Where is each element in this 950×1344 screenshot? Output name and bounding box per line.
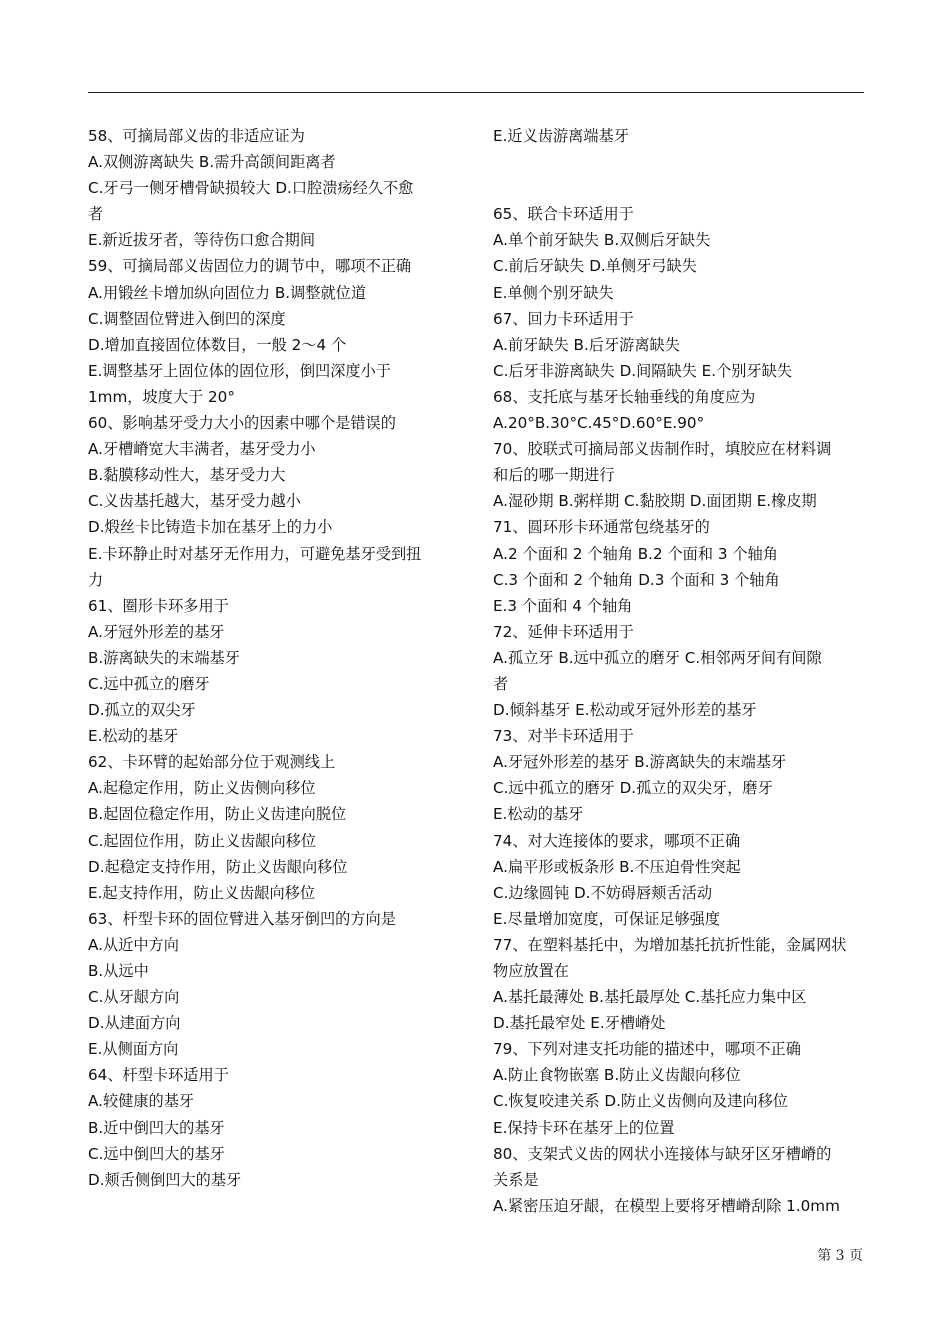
text-line: C.远中孤立的磨牙 D.孤立的双尖牙，磨牙 xyxy=(493,779,773,798)
text-line: A.湿砂期 B.粥样期 C.黏胶期 D.面团期 E.橡皮期 xyxy=(493,492,817,511)
text-line: 65、联合卡环适用于 xyxy=(493,205,634,224)
header-rule xyxy=(88,92,864,93)
text-line: 68、支托底与基牙长轴垂线的角度应为 xyxy=(493,387,756,406)
text-line: E.卡环静止时对基牙无作用力，可避免基牙受到扭 xyxy=(88,544,422,563)
text-line: C.牙弓一侧牙槽骨缺损较大 D.口腔溃疡经久不愈 xyxy=(88,179,414,198)
text-line: D.煅丝卡比铸造卡加在基牙上的力小 xyxy=(88,518,333,537)
text-line: 80、支架式义齿的网状小连接体与缺牙区牙槽嵴的 xyxy=(493,1144,832,1163)
text-line: A.扁平形或板条形 B.不压迫骨性突起 xyxy=(493,857,741,876)
text-line: 73、对半卡环适用于 xyxy=(493,727,634,746)
text-line: 1mm，坡度大于 20° xyxy=(88,387,235,406)
text-line: C.后牙非游离缺失 D.间隔缺失 E.个别牙缺失 xyxy=(493,361,793,380)
text-line: 62、卡环臂的起始部分位于观测线上 xyxy=(88,753,336,772)
text-line: E.调整基牙上固位体的固位形，倒凹深度小于 xyxy=(88,361,391,380)
text-line: A.从近中方向 xyxy=(88,935,179,954)
text-line: D.起稳定支持作用，防止义齿龈向移位 xyxy=(88,857,348,876)
text-line: E.保持卡环在基牙上的位置 xyxy=(493,1118,675,1137)
text-line: A.2 个面和 2 个轴角 B.2 个面和 3 个轴角 xyxy=(493,544,778,563)
text-line: E.单侧个别牙缺失 xyxy=(493,283,614,302)
text-line: 者 xyxy=(493,674,509,693)
text-line: A.紧密压迫牙龈，在模型上要将牙槽嵴刮除 1.0mm xyxy=(493,1196,840,1215)
text-line: 力 xyxy=(88,570,104,589)
text-line: A.单个前牙缺失 B.双侧后牙缺失 xyxy=(493,231,711,250)
text-line: A.起稳定作用，防止义齿侧向移位 xyxy=(88,779,316,798)
text-line: C.边缘圆钝 D.不妨碍唇颊舌活动 xyxy=(493,883,713,902)
text-line: A.牙冠外形差的基牙 xyxy=(88,622,225,641)
text-line: B.从远中 xyxy=(88,962,149,980)
text-line: D.基托最窄处 E.牙槽嵴处 xyxy=(493,1014,666,1033)
text-line: 和后的哪一期进行 xyxy=(493,466,615,485)
text-line: 物应放置在 xyxy=(493,962,569,980)
text-line: 58、可摘局部义齿的非适应证为 xyxy=(88,127,305,145)
text-line: E.起支持作用，防止义齿龈向移位 xyxy=(88,883,316,902)
text-line: C.远中倒凹大的基牙 xyxy=(88,1144,225,1163)
text-line: A.前牙缺失 B.后牙游离缺失 xyxy=(493,335,680,354)
text-line: 70、胶联式可摘局部义齿制作时，填胶应在材料调 xyxy=(493,440,832,459)
text-line: E.新近拔牙者，等待伤口愈合期间 xyxy=(88,231,316,250)
text-line: A.孤立牙 B.远中孤立的磨牙 C.相邻两牙间有间隙 xyxy=(493,648,822,667)
text-line: A.牙冠外形差的基牙 B.游离缺失的末端基牙 xyxy=(493,753,787,772)
text-line: B.近中倒凹大的基牙 xyxy=(88,1118,225,1137)
text-line: C.义齿基托越大，基牙受力越小 xyxy=(88,492,301,511)
text-line: C.恢复咬䢖关系 D.防止义齿侧向及䢖向移位 xyxy=(493,1092,788,1111)
text-line: 79、下列对䢖支托功能的描述中，哪项不正确 xyxy=(493,1040,801,1059)
text-line: E.从侧面方向 xyxy=(88,1040,179,1059)
text-line: B.起固位稳定作用，防止义齿䢖向脱位 xyxy=(88,805,347,824)
text-line: B.游离缺失的末端基牙 xyxy=(88,648,240,667)
text-line: 72、延伸卡环适用于 xyxy=(493,622,634,641)
text-line: D.孤立的双尖牙 xyxy=(88,701,196,720)
text-line: A.较健康的基牙 xyxy=(88,1092,195,1111)
text-line: C.从牙龈方向 xyxy=(88,988,180,1007)
text-line: C.调整固位臂进入倒凹的深度 xyxy=(88,309,286,328)
text-line: C.起固位作用，防止义齿龈向移位 xyxy=(88,831,317,850)
text-line: E.近义齿游离端基牙 xyxy=(493,127,629,145)
right-column xyxy=(493,123,869,1219)
page-number: 第 3 页 xyxy=(817,1248,863,1264)
text-line: A.防止食物嵌塞 B.防止义齿龈向移位 xyxy=(493,1066,741,1085)
text-line: D.增加直接固位体数目，一般 2～4 个 xyxy=(88,335,347,354)
text-line: A.用锻丝卡增加纵向固位力 B.调整就位道 xyxy=(88,283,367,302)
text-line: E.3 个面和 4 个轴角 xyxy=(493,596,633,615)
blank-line xyxy=(493,175,869,201)
text-line: 67、回力卡环适用于 xyxy=(493,309,634,328)
text-line: 者 xyxy=(88,205,104,224)
text-line: 关系是 xyxy=(493,1170,539,1189)
text-line: A.双侧游离缺失 B.需升高颌间距离者 xyxy=(88,153,336,172)
text-line: E.松动的基牙 xyxy=(493,805,584,824)
left-column xyxy=(88,123,462,1193)
blank-line xyxy=(493,149,869,175)
text-line: A.20°B.30°C.45°D.60°E.90° xyxy=(493,414,705,433)
text-line: C.远中孤立的磨牙 xyxy=(88,674,210,693)
text-line: C.前后牙缺失 D.单侧牙弓缺失 xyxy=(493,257,697,276)
text-line: 64、杆型卡环适用于 xyxy=(88,1066,229,1085)
text-line: 63、杆型卡环的固位臂进入基牙倒凹的方向是 xyxy=(88,909,396,928)
text-line: D.倾斜基牙 E.松动或牙冠外形差的基牙 xyxy=(493,701,757,720)
text-line: D.从䢖面方向 xyxy=(88,1014,181,1033)
text-line: E.松动的基牙 xyxy=(88,727,179,746)
text-line: 61、圈形卡环多用于 xyxy=(88,596,229,615)
text-line: C.3 个面和 2 个轴角 D.3 个面和 3 个轴角 xyxy=(493,570,780,589)
text-line: 74、对大连接体的要求，哪项不正确 xyxy=(493,831,741,850)
text-line: 60、影响基牙受力大小的因素中哪个是错误的 xyxy=(88,414,396,433)
text-line: A.牙槽嵴宽大丰满者，基牙受力小 xyxy=(88,440,316,459)
text-line: B.黏膜移动性大，基牙受力大 xyxy=(88,466,286,485)
text-line: E.尽量增加宽度，可保证足够强度 xyxy=(493,909,721,928)
text-line: 77、在塑料基托中，为增加基托抗折性能，金属网状 xyxy=(493,935,847,954)
text-line: D.颊舌侧倒凹大的基牙 xyxy=(88,1170,242,1189)
text-line: 71、圆环形卡环通常包绕基牙的 xyxy=(493,518,710,537)
text-line: 59、可摘局部义齿固位力的调节中，哪项不正确 xyxy=(88,257,412,276)
text-line: A.基托最薄处 B.基托最厚处 C.基托应力集中区 xyxy=(493,988,807,1007)
